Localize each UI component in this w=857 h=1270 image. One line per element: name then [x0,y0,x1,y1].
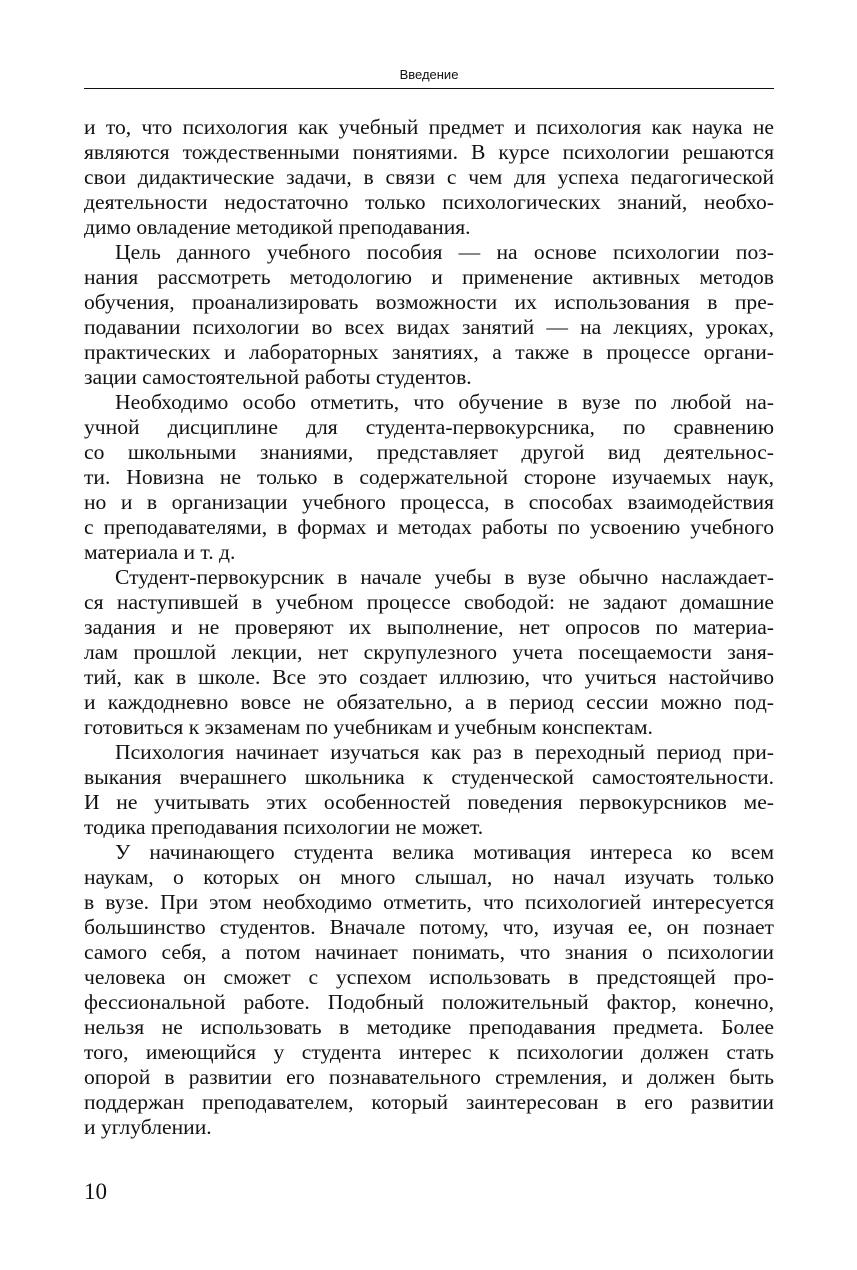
text-line: ся наступившей в учебном процессе свободой: не задают домашние [84,590,774,614]
text-line: но и в организации учебного процесса, в способах взаимодействия [84,490,774,514]
text-line: У начинающего студента велика мотивация интереса ко всем [115,840,774,864]
text-line: И не учитывать этих особенностей поведения первокурсников ме- [84,790,774,814]
text-line: ти. Новизна не только в содержательной стороне изучаемых наук, [84,465,774,489]
paragraph [84,565,774,740]
paragraph [84,115,774,240]
text-line: нельзя не использовать в методике преподавания предмета. Более [84,1015,774,1039]
text-line: нания рассмотреть методологию и применение активных методов [84,265,774,289]
text-line: тодика преподавания психологии не может. [84,815,484,839]
text-line: наукам, о которых он много слышал, но начал изучать только [84,865,774,889]
text-line: выкания вчерашнего школьника к студенческой самостоятельности. [84,765,774,789]
text-line: подавании психологии во всех видах занятий — на лекциях, уроках, [84,315,774,339]
text-line: Студент-первокурсник в начале учебы в вузе обычно наслаждает- [115,565,774,589]
text-line: готовиться к экзаменам по учебникам и учебным конспектам. [84,715,653,739]
text-line: поддержан преподавателем, который заинтересован в его развитии [84,1090,774,1114]
text-line: лам прошлой лекции, нет скрупулезного учета посещаемости заня- [84,640,774,664]
body-text [84,115,774,1140]
paragraph [84,240,774,390]
text-line: являются тождественными понятиями. В курсе психологии решаются [84,140,774,164]
paragraph [84,390,774,565]
running-header: Введение [399,67,459,82]
header-rule [84,88,774,89]
text-line: задания и не проверяют их выполнение, нет опросов по материа- [84,615,774,639]
text-line: самого себя, а потом начинает понимать, что знания о психологии [84,940,774,964]
text-line: практических и лабораторных занятиях, а также в процессе органи- [84,340,774,364]
text-line: в вузе. При этом необходимо отметить, что психологией интересуется [84,890,774,914]
text-line: и то, что психология как учебный предмет и психология как наука не [84,115,774,139]
text-line: опорой в развитии его познавательного стремления, и должен быть [84,1065,774,1089]
text-line: Необходимо особо отметить, что обучение в вузе по любой на- [115,390,774,414]
text-line: со школьными знаниями, представляет другой вид деятельнос- [84,440,774,464]
text-line: димо овладение методикой преподавания. [84,215,471,239]
page-number: 10 [84,1179,107,1204]
text-line: и каждодневно вовсе не обязательно, а в период сессии можно под- [84,690,774,714]
paragraph [84,740,774,840]
text-line: того, имеющийся у студента интерес к психологии должен стать [84,1040,774,1064]
text-line: Цель данного учебного пособия — на основе психологии поз- [115,240,774,264]
text-line: зации самостоятельной работы студентов. [84,365,472,389]
text-line: человека он сможет с успехом использовать в предстоящей про- [84,965,774,989]
text-line: с преподавателями, в формах и методах работы по усвоению учебного [84,515,774,539]
text-line: обучения, проанализировать возможности их использования в пре- [84,290,774,314]
text-line: Психология начинает изучаться как раз в переходный период при- [115,740,774,764]
text-line: фессиональной работе. Подобный положительный фактор, конечно, [84,990,774,1014]
text-line: материала и т. д. [84,540,236,564]
text-line: и углублении. [84,1115,212,1139]
paragraph [84,840,774,1140]
text-line: деятельности недостаточно только психологических знаний, необхо- [84,190,774,214]
text-line: тий, как в школе. Все это создает иллюзию, что учиться настойчиво [84,665,774,689]
text-line: большинство студентов. Вначале потому, что, изучая ее, он познает [84,915,774,939]
text-line: свои дидактические задачи, в связи с чем для успеха педагогической [84,165,774,189]
text-line: учной дисциплине для студента-первокурсника, по сравнению [84,415,774,439]
